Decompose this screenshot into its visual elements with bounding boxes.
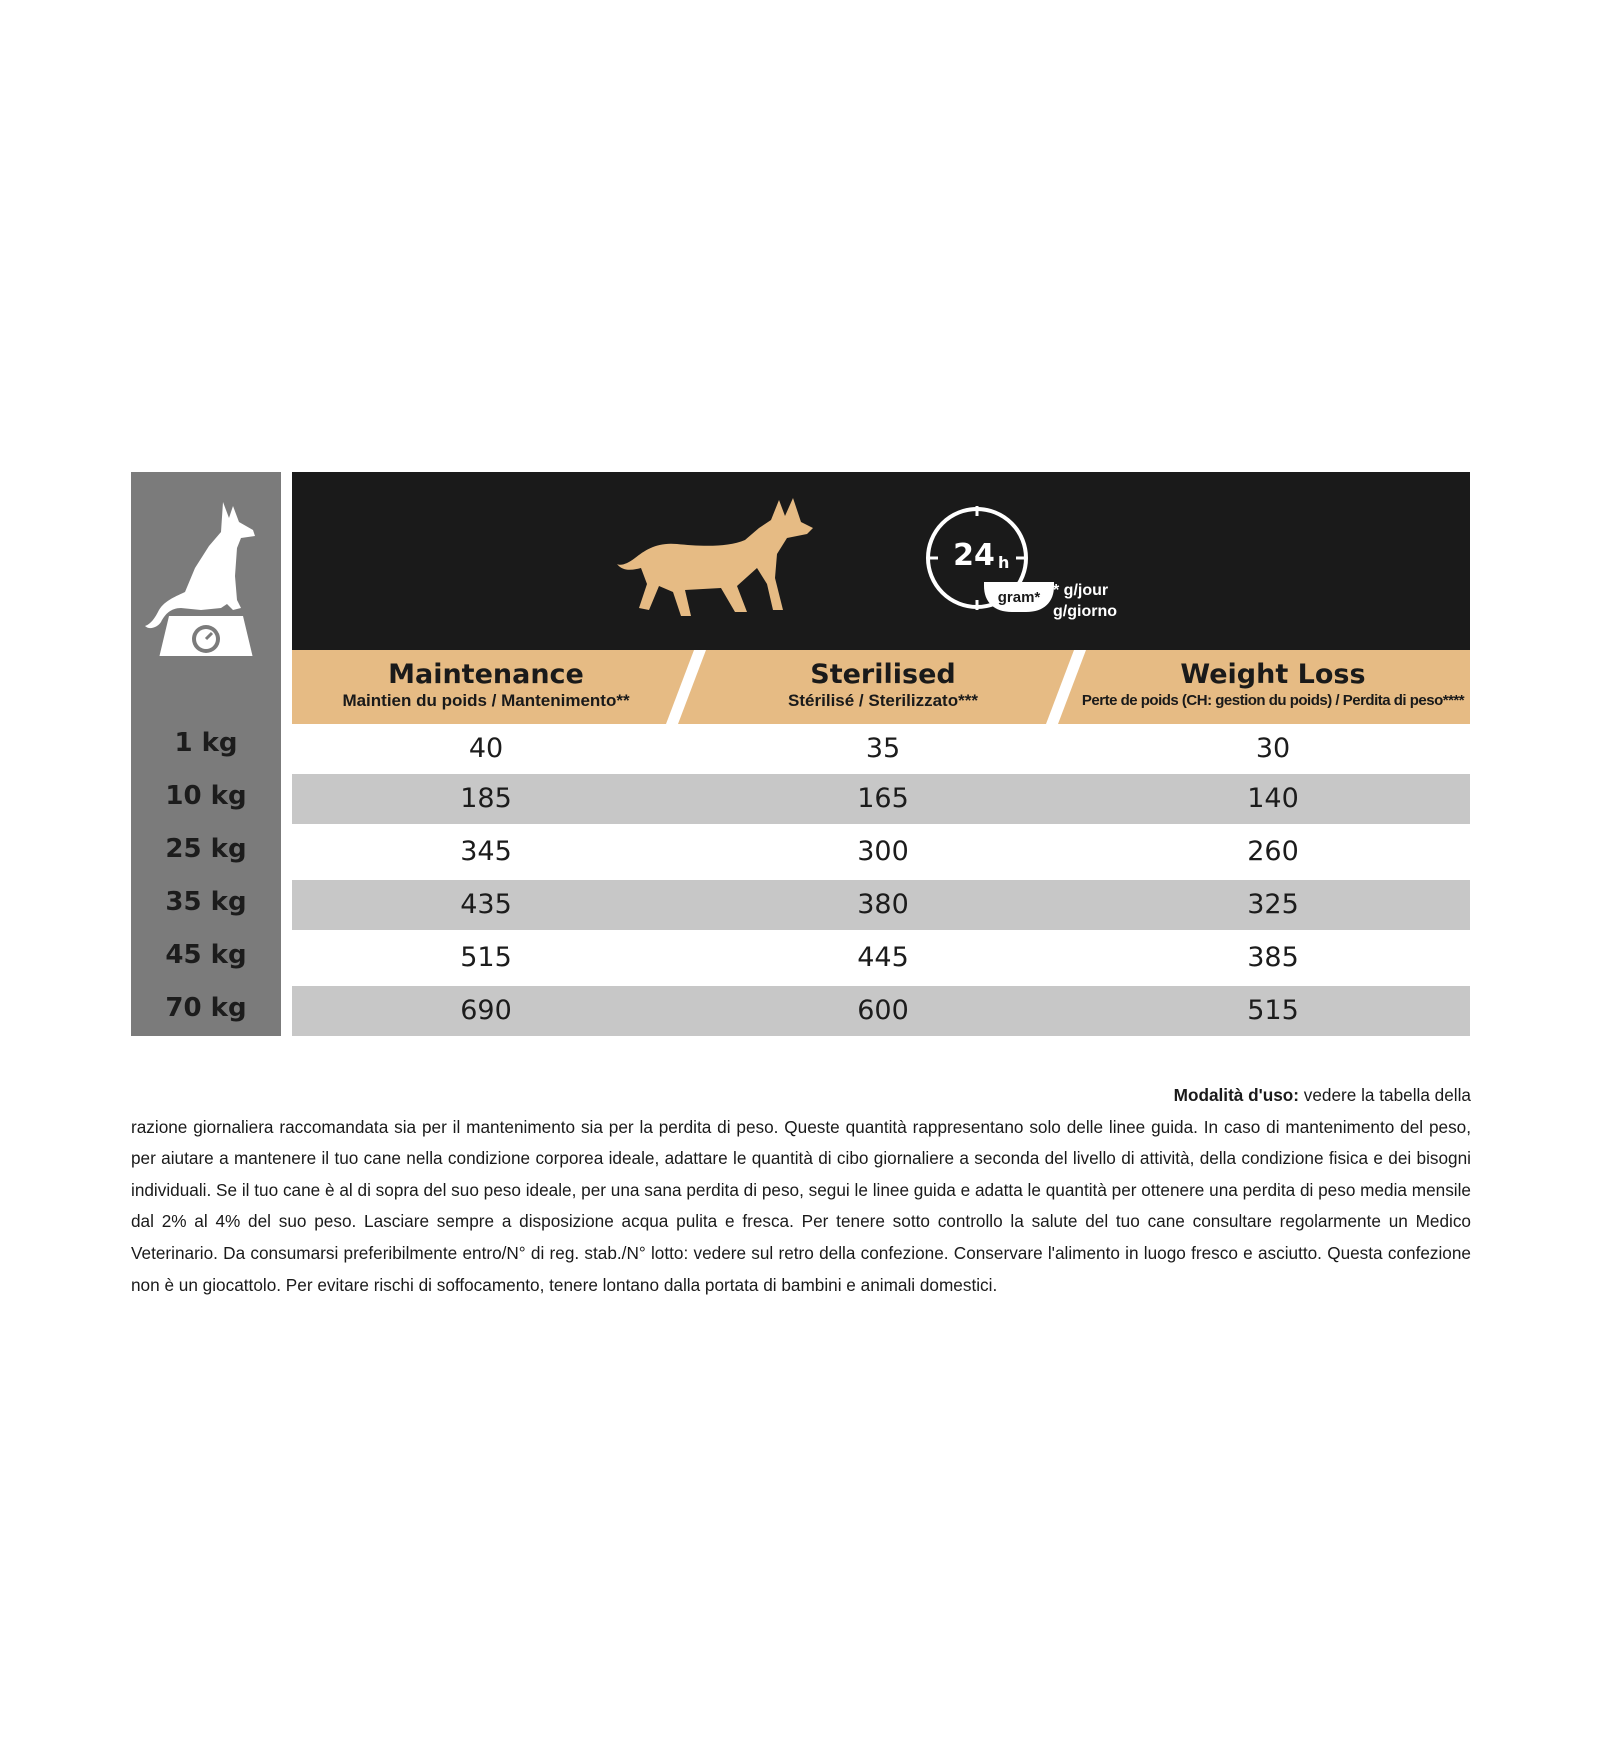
weight-label: 70 kg	[165, 993, 247, 1023]
standing-dog-icon	[617, 494, 817, 624]
table-row	[292, 986, 1470, 1036]
weight-label: 1 kg	[174, 728, 238, 758]
column-title-sterilised: Sterilised	[810, 659, 956, 690]
weight-label: 10 kg	[165, 781, 247, 811]
cell-weight-loss: 30	[1255, 733, 1291, 764]
usage-instructions	[131, 1080, 1471, 1301]
instructions-body: razione giornaliera raccomandata sia per il mantenimento sia per la perdita di peso. Queste quantità rappresentano solo delle linee guida. In caso di mantenimento del peso, per aiutare a mantenere il tuo cane nella condizione corporea ideale, adattare le quantità di cibo giornaliere a seconda del livello di attività, della condizione fisica e dei bisogni individuali. Se il tuo cane è al di sopra del suo peso ideale, per una sana perdita di peso, segui le linee guida e adatta le quantità per ottenere una perdita di peso media mensile dal 2% al 4% del suo peso. Lasciare sempre a disposizione acqua pulita e fresca. Per tenere sotto controllo la salute del tuo cane consultare regolarmente un Medico Veterinario. Da consumarsi preferibilmente entro/N° di reg. stab./N° lotto: vedere sul retro della confezione. Conservare l'alimento in luogo fresco e asciutto. Questa confezione non è un giocattolo. Per evitare rischi di soffocamento, tenere lontano dalla portata di bambini e animali domestici.	[131, 1116, 1471, 1295]
weight-label: 35 kg	[165, 887, 247, 917]
cell-maintenance: 690	[460, 995, 512, 1026]
cell-weight-loss: 260	[1247, 836, 1299, 867]
cell-maintenance: 185	[460, 783, 512, 814]
cell-maintenance: 345	[460, 836, 512, 867]
cell-weight-loss: 325	[1247, 889, 1299, 920]
instructions-label: Modalità d'uso:	[1173, 1085, 1299, 1105]
cell-maintenance: 435	[460, 889, 512, 920]
clock-sub: h	[998, 553, 1010, 572]
24h-clock-icon	[922, 502, 1054, 622]
clock-label: 24	[953, 538, 995, 573]
column-header-row	[292, 650, 1470, 724]
column-subtitle-maintenance: Maintien du poids / Mantenimento**	[342, 691, 630, 710]
feeding-table	[131, 472, 1470, 1036]
column-subtitle-sterilised: Stérilisé / Sterilizzato***	[788, 691, 978, 710]
cell-weight-loss: 385	[1247, 942, 1299, 973]
column-title-maintenance: Maintenance	[388, 659, 584, 690]
weight-label: 45 kg	[165, 940, 247, 970]
sitting-dog-on-scale-icon	[141, 496, 271, 656]
instructions-lead: vedere la tabella della	[1299, 1085, 1471, 1105]
column-title-weight-loss: Weight Loss	[1180, 659, 1366, 690]
weight-label: 25 kg	[165, 834, 247, 864]
cell-sterilised: 380	[857, 889, 909, 920]
table-row	[292, 827, 1470, 877]
table-row	[292, 933, 1470, 983]
cell-maintenance: 515	[460, 942, 512, 973]
unit-text-fr: * g/jour	[1053, 582, 1109, 599]
cell-sterilised: 165	[857, 783, 909, 814]
cell-sterilised: 600	[857, 995, 909, 1026]
cell-maintenance: 40	[468, 733, 504, 764]
gram-label: gram*	[997, 589, 1041, 606]
cell-sterilised: 35	[865, 733, 901, 764]
table-row	[292, 724, 1470, 774]
instructions-first-line	[131, 1080, 1471, 1112]
header-band	[292, 472, 1470, 650]
cell-weight-loss: 140	[1247, 783, 1299, 814]
column-subtitle-weight-loss: Perte de poids (CH: gestion du poids) / Perdita di peso****	[1081, 692, 1465, 709]
cell-weight-loss: 515	[1247, 995, 1299, 1026]
cell-sterilised: 300	[857, 836, 909, 867]
cell-sterilised: 445	[857, 942, 909, 973]
table-row	[292, 880, 1470, 930]
table-row	[292, 774, 1470, 824]
unit-text-it: g/giorno	[1053, 603, 1117, 620]
